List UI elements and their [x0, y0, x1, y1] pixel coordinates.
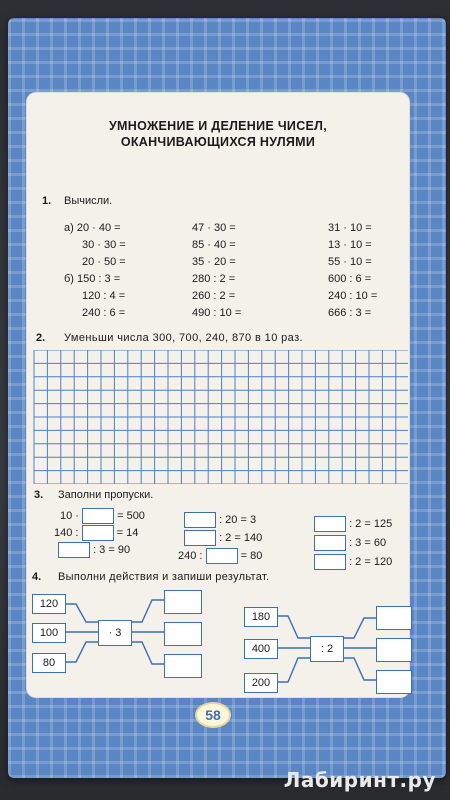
workbook-page	[26, 92, 410, 698]
task-1-expr: 47 · 30 =	[192, 222, 236, 234]
operation-box: : 2	[310, 636, 344, 662]
expr-text: : 20 = 3	[219, 513, 257, 526]
result-box[interactable]	[376, 670, 412, 694]
title-line-2: ОКАНЧИВАЮЩИХСЯ НУЛЯМИ	[120, 135, 316, 149]
task-1-label: Вычисли.	[64, 195, 113, 207]
task-2-number: 2.	[36, 332, 46, 344]
operation-box: · 3	[98, 620, 132, 646]
task-1-expr: 13 · 10 =	[328, 239, 372, 251]
result-box[interactable]	[376, 606, 412, 630]
input-number-box: 80	[32, 653, 66, 673]
task-2-label: Уменьши числа 300, 700, 240, 870 в 10 раз.	[64, 332, 303, 344]
expr-text: : 2 = 140	[219, 531, 263, 544]
task-1-expr: 280 : 2 =	[192, 273, 236, 285]
expr-text: = 500	[117, 509, 145, 522]
task-1-expr: 30 · 30 =	[82, 239, 126, 251]
task-1-expr: 31 · 10 =	[328, 222, 372, 234]
task-1-expr: 600 : 6 =	[328, 273, 372, 285]
expr-text: = 80	[240, 549, 263, 562]
task-1-number: 1.	[42, 195, 52, 207]
task-3-label: Заполни пропуски.	[58, 489, 154, 501]
input-number-box: 200	[244, 673, 278, 693]
watermark: Лабиринт.ру	[283, 768, 436, 792]
result-box[interactable]	[164, 622, 202, 646]
task-1-expr: 55 · 10 =	[328, 256, 372, 268]
input-number-box: 100	[32, 623, 66, 643]
result-box[interactable]	[376, 638, 412, 662]
result-box[interactable]	[164, 654, 202, 678]
input-number-box: 120	[32, 594, 66, 614]
task-1-expr: 666 : 3 =	[328, 307, 372, 319]
expr-text: = 14	[116, 526, 139, 539]
task-1-expr: 240 : 10 =	[328, 290, 378, 302]
title-line-1: УМНОЖЕНИЕ И ДЕЛЕНИЕ ЧИСЕЛ,	[108, 119, 328, 133]
expr-text: : 2 = 125	[349, 517, 393, 530]
task-1-expr: 20 · 50 =	[82, 256, 126, 268]
input-number-box: 180	[244, 607, 278, 627]
expr-text: : 3 = 60	[349, 536, 387, 549]
expr-text: 10 ·	[60, 509, 79, 522]
task-4-label: Выполни действия и запиши результат.	[58, 571, 270, 583]
task-3-number: 3.	[34, 489, 44, 501]
left-diagram-connectors	[26, 92, 410, 698]
task-1-expr: 120 : 4 =	[82, 290, 126, 302]
input-number-box: 400	[244, 639, 278, 659]
expr-text: 240 :	[178, 549, 203, 562]
task-4-number: 4.	[32, 571, 42, 583]
result-box[interactable]	[164, 590, 202, 614]
page-number: 58	[195, 702, 231, 728]
task-1-expr: 240 : 6 =	[82, 307, 126, 319]
task-1-expr: 35 · 20 =	[192, 256, 236, 268]
task-1-expr: 490 : 10 =	[192, 307, 242, 319]
expr-text: : 3 = 90	[93, 543, 131, 556]
expr-text: : 2 = 120	[349, 555, 393, 568]
task-1-expr: 260 : 2 =	[192, 290, 236, 302]
task-1-expr: 85 · 40 =	[192, 239, 236, 251]
expr-text: 140 :	[54, 526, 79, 539]
task-1-expr: б) 150 : 3 =	[64, 273, 121, 285]
task-1-expr: а) 20 · 40 =	[64, 222, 121, 234]
